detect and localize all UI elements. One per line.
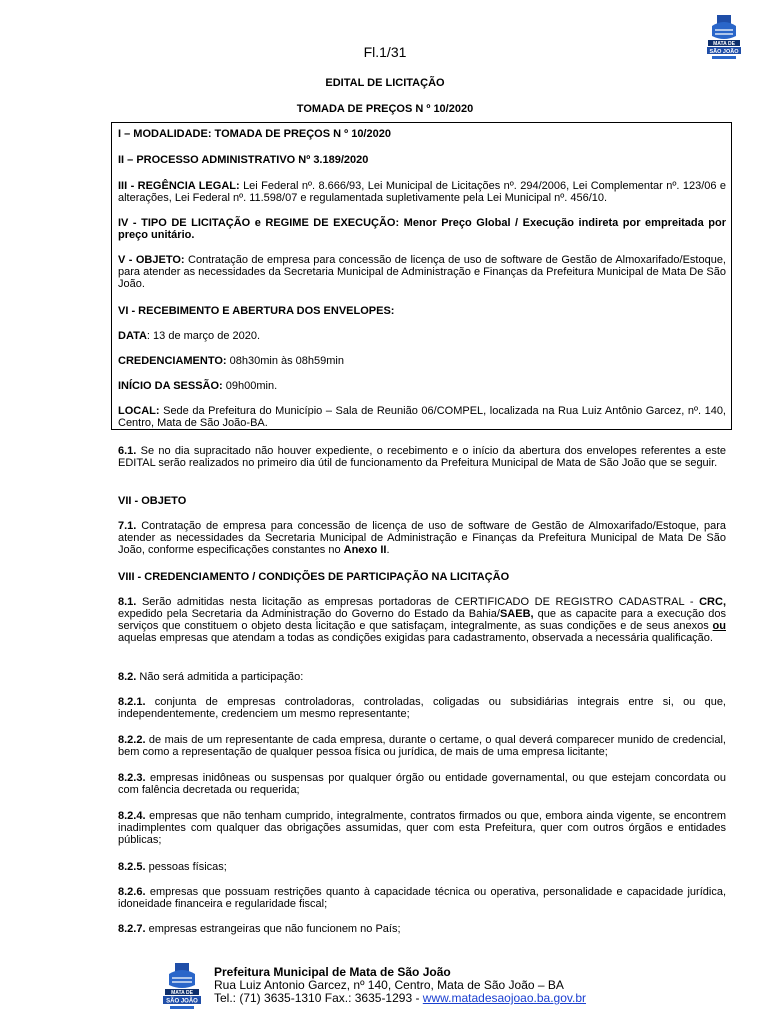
svg-text:MATA DE: MATA DE xyxy=(713,41,735,47)
clause-8-2-1: 8.2.1. conjunta de empresas controladoras, controladas, coligadas ou subsidiárias integrais entre si, ou que, independentemente, credenciem um mesmo representante; xyxy=(118,696,726,720)
modalidade-line: I – MODALIDADE: TOMADA DE PREÇOS N º 10/2020 xyxy=(118,128,391,140)
objeto-paragraph: V - OBJETO: Contratação de empresa para concessão de licença de uso de software de Gestão de Almoxarifado/Estoque, para atender as necessidades da Secretaria Municipal de Administração e Finanças da Prefeitura Municipal de Mata De São João. xyxy=(118,254,726,290)
clause-8-2-3: 8.2.3. empresas inidôneas ou suspensas por qualquer órgão ou entidade governamental, ou que estejam concordata ou com falência decretada ou requerida; xyxy=(118,772,726,796)
page-footer xyxy=(214,966,586,1005)
svg-text:SÃO JOÃO: SÃO JOÃO xyxy=(709,49,739,55)
footer-name: Prefeitura Municipal de Mata de São João xyxy=(214,965,451,979)
document-subtitle: TOMADA DE PREÇOS N º 10/2020 xyxy=(296,103,474,115)
clause-7-1: 7.1. Contratação de empresa para concessão de licença de uso de software de Gestão de Almoxarifado/Estoque, para atender as necessidades da Secretaria Municipal de Administração e Finanças da Prefeitura Municipal de Mata De São João, conforme especificações constantes no Anexo II. xyxy=(118,520,726,556)
regencia-paragraph: III - REGÊNCIA LEGAL: Lei Federal nº. 8.666/93, Lei Municipal de Licitações nº. 294/2006, Lei Complementar nº. 123/06 e alterações, Lei Federal nº. 11.598/07 e regulamentada supletivamente pela Lei Municipal nº. 456/10. xyxy=(118,180,727,204)
recebimento-heading: VI - RECEBIMENTO E ABERTURA DOS ENVELOPES: xyxy=(118,305,395,317)
inicio-line: INÍCIO DA SESSÃO: 09h00min. xyxy=(118,380,278,392)
clause-8-2-7: 8.2.7. empresas estrangeiras que não funcionem no País; xyxy=(118,923,401,935)
clause-8-2-6: 8.2.6. empresas que possuam restrições quanto à capacidade técnica ou operativa, personalidade e capacidade jurídica, idoneidade financeira e regularidade fiscal; xyxy=(118,886,726,910)
tipo-paragraph: IV - TIPO DE LICITAÇÃO e REGIME DE EXECUÇÃO: Menor Preço Global / Execução indireta por empreitada por preço unitário. xyxy=(118,217,726,241)
page-folio: Fl.1/31 xyxy=(363,44,407,60)
credenciamento-line: CREDENCIAMENTO: 08h30min às 08h59min xyxy=(118,355,344,367)
footer-address: Rua Luiz Antonio Garcez, nº 140, Centro, Mata de São João – BA xyxy=(214,978,564,992)
clause-8-2: 8.2. Não será admitida a participação: xyxy=(118,671,304,683)
section-7-heading: VII - OBJETO xyxy=(118,495,187,507)
local-paragraph: LOCAL: Sede da Prefeitura do Município – Sala de Reunião 06/COMPEL, localizada na Rua Luiz Antônio Garcez, nº. 140, Centro, Mata de São João-BA. xyxy=(118,405,726,429)
footer-contact xyxy=(214,992,586,1005)
data-line: DATA: 13 de março de 2020. xyxy=(118,330,261,342)
footer-website-link[interactable]: www.matadesaojoao.ba.gov.br xyxy=(422,991,587,1005)
clause-6-1: 6.1. Se no dia supracitado não houver expediente, o recebimento e o início da abertura dos envelopes referentes a este EDITAL serão realizados no primeiro dia útil de funcionamento da Prefeitura Municipal de Mata de São João que se seguir. xyxy=(118,445,726,469)
clause-8-2-4: 8.2.4. empresas que não tenham cumprido, integralmente, contratos firmados ou que, embora ainda vigente, se encontrem inadimplentes com qualquer das obrigações assumidas, quer com esta Prefeitura, quer com outros órgãos e entidades públicas; xyxy=(118,810,726,846)
document-title: EDITAL DE LICITAÇÃO xyxy=(325,77,445,89)
clause-8-2-5: 8.2.5. pessoas físicas; xyxy=(118,861,227,873)
svg-text:MATA DE: MATA DE xyxy=(171,990,193,996)
clause-8-1: 8.1. Serão admitidas nesta licitação as empresas portadoras de CERTIFICADO DE REGISTRO CADASTRAL - CRC, expedido pela Secretaria da Administração do Governo do Estado da Bahia/SAEB, que as capacite para a execução dos serviços que constituem o objeto desta licitação e que satisfaçam, integralmente, as suas condições e de seus anexos ou aquelas empresas que atendam a todas as condições exigidas para cadastramento, observada a necessária qualificação. xyxy=(118,596,726,644)
footer-phones: Tel.: (71) 3635-1310 Fax.: 3635-1293 - xyxy=(214,991,423,1005)
processo-line: II – PROCESSO ADMINISTRATIVO Nº 3.189/2020 xyxy=(118,154,369,166)
clause-8-2-2: 8.2.2. de mais de um representante de cada empresa, durante o certame, o qual deverá comparecer munido de credencial, bem como a representação de qualquer pessoa física ou jurídica, de mais de uma empresa licitante; xyxy=(118,734,726,758)
svg-text:SÃO JOÃO: SÃO JOÃO xyxy=(166,998,198,1005)
footer-logo-icon xyxy=(160,962,204,1014)
section-8-heading: VIII - CREDENCIAMENTO / CONDIÇÕES DE PARTICIPAÇÃO NA LICITAÇÃO xyxy=(118,571,510,583)
